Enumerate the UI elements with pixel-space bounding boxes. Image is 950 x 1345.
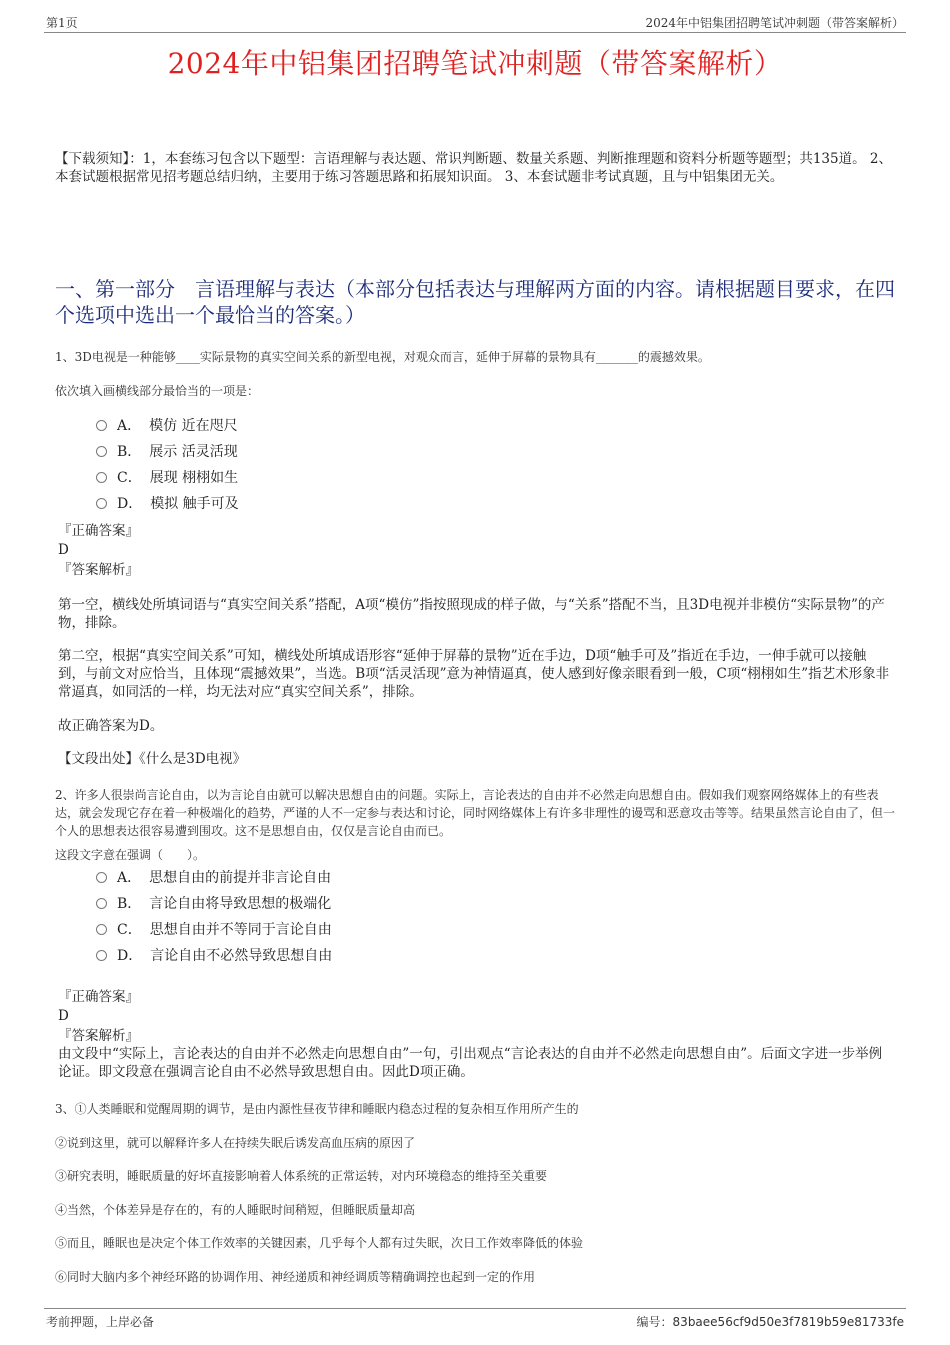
footer-code-label: 编号： (636, 1315, 673, 1329)
radio-icon[interactable] (96, 950, 107, 961)
q1-options (96, 412, 239, 516)
radio-icon[interactable] (96, 924, 107, 935)
q1-source: 【文段出处】《什么是3D电视》 (58, 751, 247, 767)
header-doc-title: 2024年中铝集团招聘笔试冲刺题（带答案解析） (645, 16, 904, 30)
q2-answer-label: 『正确答案』 (58, 989, 139, 1005)
q2-option-a[interactable]: A． 思想自由的前提并非言论自由 (96, 864, 332, 890)
q1-answer: D (58, 542, 69, 558)
q3-line-5: ⑤而且，睡眠也是决定个体工作效率的关键因素，几乎每个人都有过失眠，次日工作效率降低的体验 (55, 1236, 584, 1250)
page-title: 2024年中铝集团招聘笔试冲刺题（带答案解析） (167, 47, 783, 80)
q3-line-3: ③研究表明，睡眠质量的好坏直接影响着人体系统的正常运转，对内环境稳态的维持至关重要 (55, 1169, 548, 1183)
q1-stem: 1、3D电视是一种能够____实际景物的真实空间关系的新型电视，对观众而言，延伸于屏幕的景物具有_______的震撼效果。 (55, 350, 710, 364)
q1-analysis-p3: 故正确答案为D。 (58, 718, 164, 734)
q2-option-d[interactable]: D． 言论自由不必然导致思想自由 (96, 942, 332, 968)
q1-prompt: 依次填入画横线部分最恰当的一项是： (55, 384, 260, 398)
q2-analysis-label: 『答案解析』 (58, 1028, 139, 1044)
q1-option-c[interactable]: C． 展现 栩栩如生 (96, 464, 239, 490)
q3-line-1: 3、①人类睡眠和觉醒周期的调节，是由内源性昼夜节律和睡眠内稳态过程的复杂相互作用所产生的 (55, 1102, 579, 1116)
q1-answer-label: 『正确答案』 (58, 523, 139, 539)
q2-stem: 2、许多人很崇尚言论自由，以为言论自由就可以解决思想自由的问题。实际上，言论表达的自由并不必然走向思想自由。假如我们观察网络媒体上的有些表达，就会发现它存在着一种极端化的趋势，严谨的人不一定参与表达和讨论，同时网络媒体上有许多非理性的谩骂和恶意攻击等等。结果虽然言论自由了，但一个人的思想表达很容易遭到围攻。这不是思想自由，仅仅是言论自由而已。 (55, 788, 896, 838)
radio-icon[interactable] (96, 472, 107, 483)
footer-code-value: 83baee56cf9d50e3f7819b59e81733fe (672, 1315, 904, 1329)
q3-line-6: ⑥同时大脑内多个神经环路的协调作用、神经递质和神经调质等精确调控也起到一定的作用 (55, 1270, 536, 1284)
q1-option-d[interactable]: D． 模拟 触手可及 (96, 490, 239, 516)
q1-option-b[interactable]: B． 展示 活灵活现 (96, 438, 239, 464)
radio-icon[interactable] (96, 872, 107, 883)
q2-option-c[interactable]: C． 思想自由并不等同于言论自由 (96, 916, 332, 942)
q2-answer: D (58, 1008, 69, 1024)
radio-icon[interactable] (96, 498, 107, 509)
q2-options (96, 864, 332, 968)
q1-analysis-p2: 第二空，根据“真实空间关系”可知，横线处所填成语形容“延伸于屏幕的景物”近在手边，D项“触手可及”指近在手边，一伸手就可以接触到，与前文对应恰当，且体现“震撼效果”，当选。B项“活灵活现”意为神情逼真，使人感到好像亲眼看到一般，C项“栩栩如生”指艺术形象非常逼真，如同活的一样，均无法对应“真实空间关系”，排除。 (58, 648, 890, 700)
radio-icon[interactable] (96, 898, 107, 909)
q3-line-4: ④当然，个体差异是存在的，有的人睡眠时间稍短，但睡眠质量却高 (55, 1203, 416, 1217)
q1-analysis-p1: 第一空，横线处所填词语与“真实空间关系”搭配，A项“模仿”指按照现成的样子做，与“关系”搭配不当，且3D电视并非模仿“实际景物”的产物，排除。 (58, 597, 885, 631)
q1-analysis-label: 『答案解析』 (58, 562, 139, 578)
q2-prompt: 这段文字意在强调（ ）。 (55, 848, 206, 862)
download-notice: 【下载须知】：1，本套练习包含以下题型：言语理解与表达题、常识判断题、数量关系题、判断推理题和资料分析题等题型；共135道。 2、本套试题根据常见招考题总结归纳，主要用于练习答题思路和拓展知识面。 3、本套试题非考试真题，且与中铝集团无关。 (55, 151, 892, 185)
footer-code (637, 1313, 904, 1330)
footer-divider (44, 1308, 906, 1309)
radio-icon[interactable] (96, 420, 107, 431)
header-divider (44, 32, 906, 33)
q1-option-a[interactable]: A． 模仿 近在咫尺 (96, 412, 239, 438)
footer-slogan: 考前押题，上岸必备 (46, 1315, 155, 1329)
section-heading: 一、第一部分 言语理解与表达（本部分包括表达与理解两方面的内容。请根据题目要求，在四个选项中选出一个最恰当的答案。） (55, 277, 895, 327)
page-number: 第1页 (46, 16, 78, 30)
q2-analysis: 由文段中“实际上，言论表达的自由并不必然走向思想自由”一句，引出观点“言论表达的自由并不必然走向思想自由”。后面文字进一步举例论证。即文段意在强调言论自由不必然导致思想自由。因此D项正确。 (58, 1046, 883, 1080)
radio-icon[interactable] (96, 446, 107, 457)
q2-option-b[interactable]: B． 言论自由将导致思想的极端化 (96, 890, 332, 916)
q3-line-2: ②说到这里，就可以解释许多人在持续失眠后诱发高血压病的原因了 (55, 1136, 416, 1150)
